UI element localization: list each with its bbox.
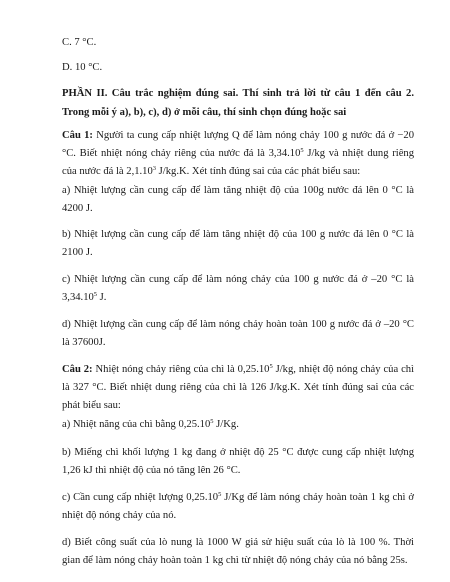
- q2-statement-c: [62, 489, 414, 525]
- q2-statement-b: b) Miếng chì khối lượng 1 kg đang ở nhiệt độ 25 °C được cung cấp nhiệt lượng 1,26 kJ thì nhiệt độ của nó tăng lên 26 °C.: [62, 447, 414, 476]
- q2-statement-a: [62, 416, 414, 434]
- q1-statement-b: b) Nhiệt lượng cần cung cấp để làm tăng nhiệt độ của 100 g nước đá lên 0 °C là 2100 J.: [62, 229, 414, 258]
- question-1-label: Câu 1:: [62, 130, 93, 141]
- q1-statement-c: [62, 271, 414, 307]
- question-1-stem: [62, 127, 414, 181]
- question-2-stem: [62, 361, 414, 415]
- q2-c-tail: J/Kg để làm nóng chảy hoàn toàn 1 kg chì ở nhiệt độ nóng chảy của nó.: [62, 492, 415, 521]
- q2-a-text: a) Nhiệt năng của chì bằng 0,25.10: [62, 419, 211, 430]
- q1-stem-part-b: J/kg và nhiệt dung riêng của nước đá là 2,1.10: [62, 148, 414, 177]
- q1-stem-part-c: J/kg.K. Xét tính đúng sai của các phát biểu sau:: [156, 166, 361, 177]
- option-d: D. 10 °C.: [62, 62, 103, 73]
- q1-c-text: c) Nhiệt lượng cần cung cấp để làm nóng chảy của 100 g nước đá ở –20 °C là 3,34.10: [62, 274, 414, 303]
- q1-statement-d: d) Nhiệt lượng cần cung cấp để làm nóng chảy hoàn toàn 100 g nước đá ở –20 °C là 37600J.: [62, 319, 414, 348]
- q2-stem-part-a: Nhiệt nóng chảy riêng của chì là 0,25.10: [92, 364, 270, 375]
- q1-c-tail: J.: [97, 292, 107, 303]
- q1-c-exponent: 5: [93, 291, 98, 298]
- q2-statement-d: d) Biết công suất của lò nung là 1000 W giả sử hiệu suất của lò là 100 %. Thời gian để làm nóng chảy hoàn toàn 1 kg chì từ nhiệt độ nóng chảy của nó bằng 25s.: [62, 537, 414, 566]
- q1-exponent-a: 5: [300, 147, 304, 154]
- section-heading: PHẦN II. Câu trắc nghiệm đúng sai. Thí sinh trả lời từ câu 1 đến câu 2. Trong mỗi ý a), b), c), d) ở mỗi câu, thí sinh chọn đúng hoặc sai: [62, 88, 414, 118]
- q2-stem-part-b: J/kg, nhiệt độ nóng chảy của chì là 327 °C. Biết nhiệt dung riêng của chì là 126 J/kg.K. Xét tính đúng sai của các phát biểu sau:: [62, 364, 415, 411]
- q2-c-text: c) Cần cung cấp nhiệt lượng 0,25.10: [62, 492, 219, 503]
- q1-stem-part-a: Người ta cung cấp nhiệt lượng Q để làm nóng chảy 100 g nước đá ở −20 °C. Biết nhiệt nóng chảy riêng của nước đá là 3,34.10: [62, 130, 415, 159]
- q2-c-exponent: 5: [218, 491, 222, 498]
- q1-exponent-b: 3: [152, 165, 157, 172]
- q2-a-exponent: 5: [210, 418, 214, 425]
- q2-a-tail: J/Kg.: [213, 419, 239, 430]
- q1-statement-a: a) Nhiệt lượng cần cung cấp để làm tăng nhiệt độ của 100g nước đá lên 0 °C là 4200 J.: [62, 185, 414, 214]
- question-2-label: Câu 2:: [62, 364, 93, 375]
- q2-exponent-a: 5: [269, 363, 273, 370]
- option-c: C. 7 °C.: [62, 37, 97, 48]
